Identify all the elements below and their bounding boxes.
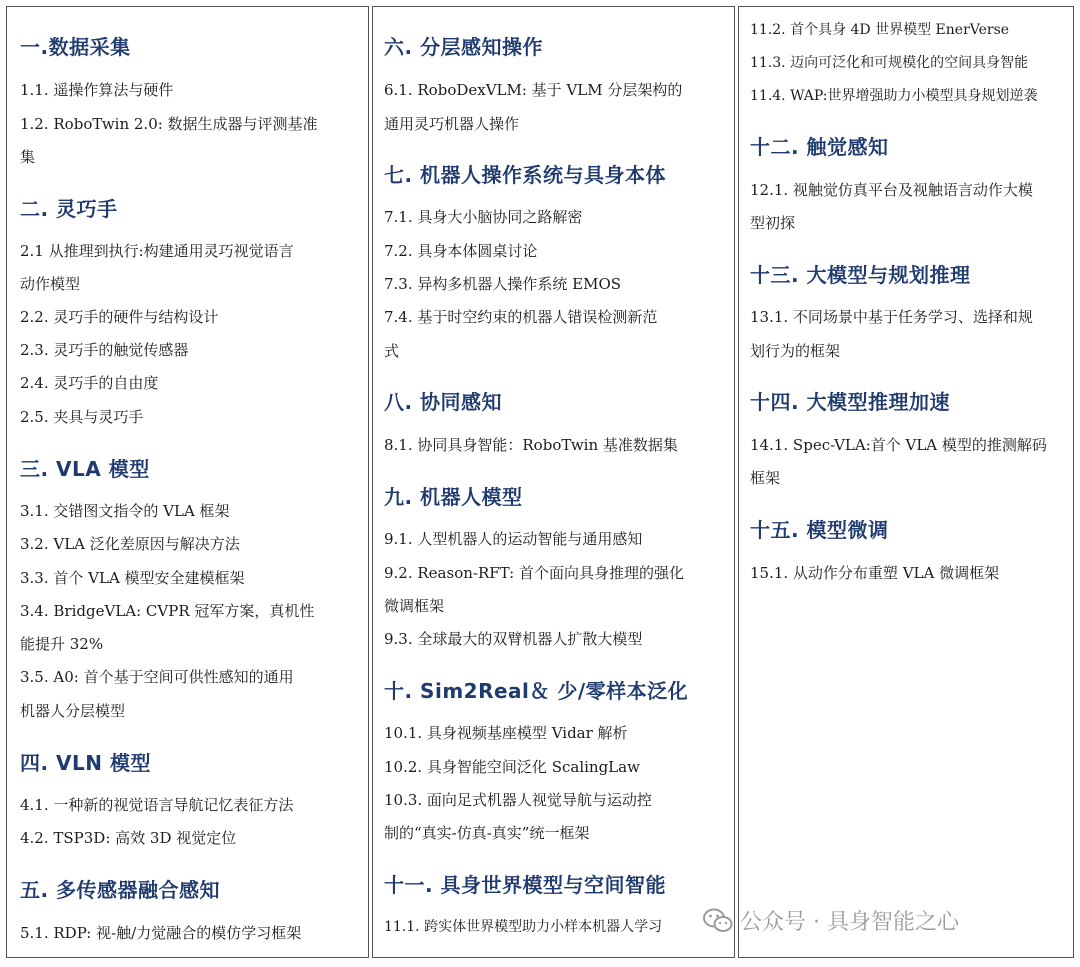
toc-item: 11.3. 迈向可泛化和可规模化的空间具身智能	[750, 55, 1029, 71]
section-heading-6: 六. 分层感知操作	[384, 35, 544, 59]
section-heading-15: 十五. 模型微调	[750, 518, 889, 542]
section-heading-14: 十四. 大模型推理加速	[750, 390, 951, 414]
toc-item: 5.1. RDP: 视-触/力觉融合的模仿学习框架	[20, 924, 302, 942]
toc-item-cont: 式	[384, 342, 400, 360]
toc-item: 2.5. 夹具与灵巧手	[20, 408, 144, 426]
toc-item-cont: 通用灵巧机器人操作	[384, 115, 520, 133]
toc-item: 11.1. 跨实体世界模型助力小样本机器人学习	[384, 919, 663, 935]
section-heading-9: 九. 机器人模型	[384, 485, 523, 509]
section-heading-5: 五. 多传感器融合感知	[20, 878, 221, 902]
toc-item: 7.1. 具身大小脑协同之路解密	[384, 208, 583, 226]
toc-item-cont: 动作模型	[20, 275, 81, 293]
section-heading-1: 一.数据采集	[20, 35, 131, 59]
toc-item: 7.2. 具身本体圆桌讨论	[384, 242, 538, 260]
toc-item: 12.1. 视触觉仿真平台及视触语言动作大模	[750, 181, 1033, 199]
section-heading-12: 十二. 触觉感知	[750, 135, 889, 159]
toc-item: 13.1. 不同场景中基于任务学习、选择和规	[750, 308, 1033, 326]
section-heading-2: 二. 灵巧手	[20, 197, 118, 221]
section-heading-13: 十三. 大模型与规划推理	[750, 263, 971, 287]
toc-column-3	[738, 6, 1074, 958]
toc-item-cont: 集	[20, 148, 36, 166]
watermark-text: 公众号 · 具身智能之心	[740, 910, 959, 935]
toc-item: 3.1. 交错图文指令的 VLA 框架	[20, 502, 230, 520]
toc-item: 10.1. 具身视频基座模型 Vidar 解析	[384, 724, 628, 742]
wechat-icon	[702, 907, 734, 935]
section-heading-11: 十一. 具身世界模型与空间智能	[384, 873, 667, 897]
toc-item: 2.1 从推理到执行:构建通用灵巧视觉语言	[20, 242, 294, 260]
section-heading-3: 三. VLA 模型	[20, 457, 150, 481]
toc-item-cont: 型初探	[750, 214, 796, 232]
toc-item: 8.1. 协同具身智能：RoboTwin 基准数据集	[384, 436, 678, 454]
toc-item: 11.4. WAP:世界增强助力小模型具身规划逆袭	[750, 88, 1038, 104]
toc-item: 3.5. A0: 首个基于空间可供性感知的通用	[20, 668, 294, 686]
toc-item: 14.1. Spec-VLA:首个 VLA 模型的推测解码	[750, 436, 1047, 454]
section-heading-8: 八. 协同感知	[384, 390, 503, 414]
toc-item: 3.4. BridgeVLA: CVPR 冠军方案，真机性	[20, 602, 315, 620]
section-heading-10: 十. Sim2Real＆ 少/零样本泛化	[384, 679, 689, 703]
toc-item: 11.2. 首个具身 4D 世界模型 EnerVerse	[750, 22, 1010, 38]
toc-item: 3.2. VLA 泛化差原因与解决方法	[20, 535, 240, 553]
toc-item: 7.3. 异构多机器人操作系统 EMOS	[384, 275, 622, 293]
toc-item-cont: 微调框架	[384, 597, 445, 615]
toc-item: 7.4. 基于时空约束的机器人错误检测新范	[384, 308, 658, 326]
toc-column-2	[372, 6, 735, 958]
toc-item-cont: 能提升 32%	[20, 635, 104, 653]
toc-item: 10.2. 具身智能空间泛化 ScalingLaw	[384, 758, 640, 776]
toc-item: 15.1. 从动作分布重塑 VLA 微调框架	[750, 564, 1000, 582]
toc-item: 2.2. 灵巧手的硬件与结构设计	[20, 308, 219, 326]
toc-column-1	[6, 6, 369, 958]
toc-item-cont: 制的“真实-仿真-真实”统一框架	[384, 824, 590, 842]
toc-item: 2.3. 灵巧手的触觉传感器	[20, 341, 189, 359]
toc-item-cont: 机器人分层模型	[20, 702, 126, 720]
section-heading-7: 七. 机器人操作系统与具身本体	[384, 163, 667, 187]
section-heading-4: 四. VLN 模型	[20, 751, 151, 775]
toc-item: 4.1. 一种新的视觉语言导航记忆表征方法	[20, 796, 294, 814]
toc-item-cont: 框架	[750, 469, 781, 487]
toc-item: 9.1. 人型机器人的运动智能与通用感知	[384, 530, 643, 548]
toc-item-cont: 划行为的框架	[750, 342, 841, 360]
toc-item: 6.1. RoboDexVLM: 基于 VLM 分层架构的	[384, 81, 683, 99]
toc-item: 9.3. 全球最大的双臂机器人扩散大模型	[384, 630, 643, 648]
toc-item: 1.2. RoboTwin 2.0: 数据生成器与评测基准	[20, 115, 318, 133]
watermark	[702, 905, 959, 936]
toc-item: 9.2. Reason-RFT: 首个面向具身推理的强化	[384, 564, 684, 582]
toc-item: 2.4. 灵巧手的自由度	[20, 374, 159, 392]
toc-item: 4.2. TSP3D: 高效 3D 视觉定位	[20, 829, 237, 847]
toc-item: 1.1. 遥操作算法与硬件	[20, 81, 174, 99]
toc-item: 10.3. 面向足式机器人视觉导航与运动控	[384, 791, 652, 809]
toc-item: 3.3. 首个 VLA 模型安全建模框架	[20, 569, 245, 587]
